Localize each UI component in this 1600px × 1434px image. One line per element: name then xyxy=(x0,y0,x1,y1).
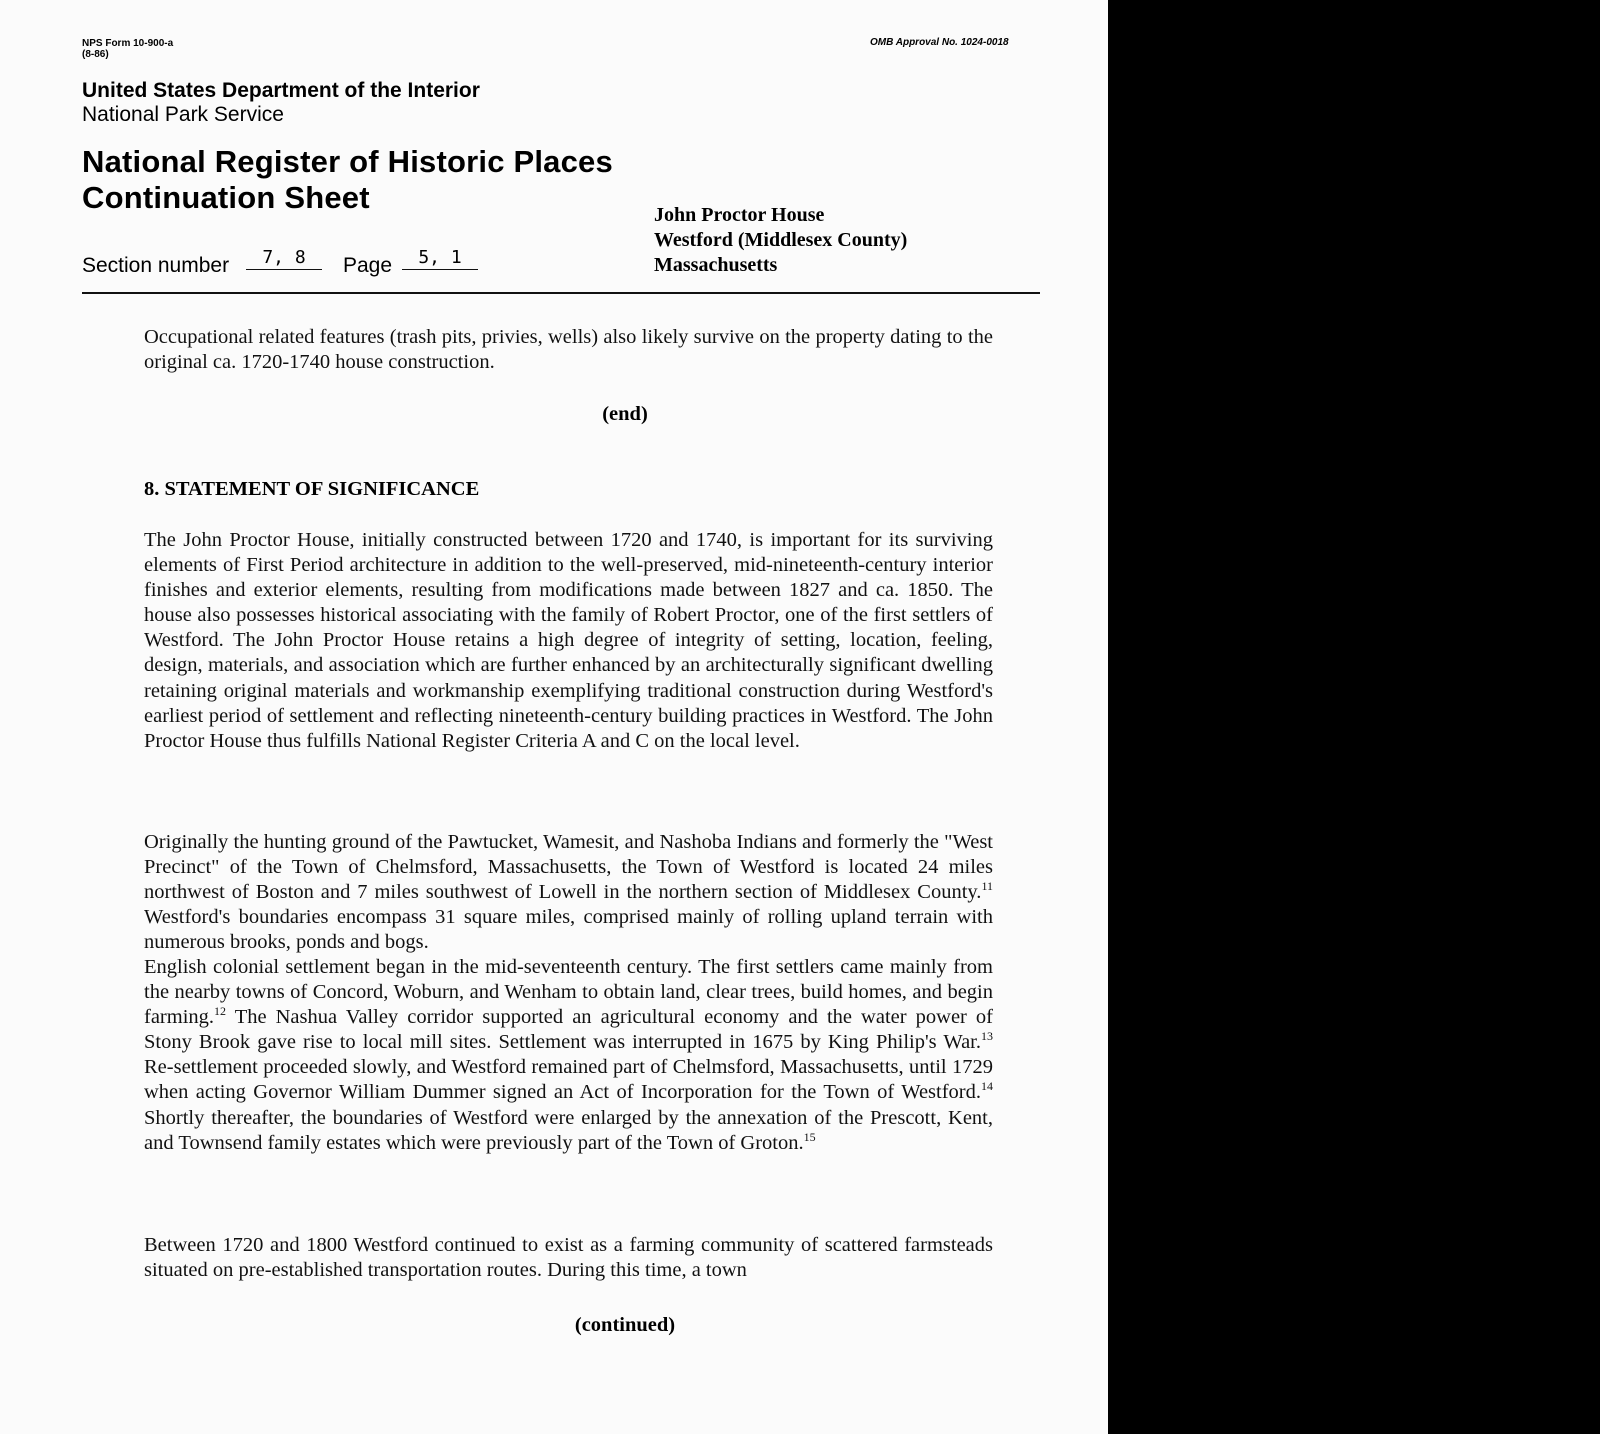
form-number: NPS Form 10-900-a (8-86) xyxy=(82,38,174,60)
page-label: Page xyxy=(343,254,393,277)
continued-marker: (continued) xyxy=(574,1314,676,1336)
form-subtitle: Continuation Sheet xyxy=(82,180,370,215)
omb-approval: OMB Approval No. 1024-0018 xyxy=(870,37,1009,48)
service-name: National Park Service xyxy=(82,103,284,126)
significance-paragraph-4: Between 1720 and 1800 Westford continued to exist as a farming community of scattered farmsteads situated on pre-established transportation routes. During this time, a town xyxy=(144,1234,993,1282)
form-title: National Register of Historic Places xyxy=(82,144,613,179)
footnote-ref: 15 xyxy=(803,1129,816,1144)
property-name: John Proctor House xyxy=(654,204,825,226)
page-value: 5, 1 xyxy=(402,247,478,270)
end-marker: (end) xyxy=(602,403,648,425)
occupational-paragraph: Occupational related features (trash pits, privies, wells) also likely survive on the property dating to the original ca. 1720-1740 house construction. xyxy=(144,326,993,374)
department-name: United States Department of the Interior xyxy=(82,79,480,102)
footnote-ref: 13 xyxy=(981,1029,993,1044)
footnote-ref: 14 xyxy=(981,1079,993,1094)
section-number-label: Section number xyxy=(82,254,230,277)
significance-paragraph-2: Originally the hunting ground of the Pawtucket, Wamesit, and Nashoba Indians and formerly the "West Precinct" of the Town of Chelmsford, Massachusetts, the Town of Westford is located 24 miles northwest of Boston and 7 miles southwest of Lowell in the northern section of Middlesex County.$^{11}$ Westford's boundaries encompass 31 square miles, comprised mainly of rolling upland terrain with numerous brooks, ponds and bogs. xyxy=(144,831,993,954)
footnote-ref: 11 xyxy=(981,879,993,894)
footnote-ref: 12 xyxy=(214,1004,227,1019)
significance-paragraph-3: English colonial settlement began in the mid-seventeenth century. The first settlers came mainly from the nearby towns of Concord, Woburn, and Wenham to obtain land, clear trees, build homes, and begin farming.$^{12}$ The Nashua Valley corridor supported an agricultural economy and the water power of Stony Brook gave rise to local mill sites. Settlement was interrupted in 1675 by King Philip's War.$^{13}$ Re-settlement proceeded slowly, and Westford remained part of Chelmsford, Massachusetts, until 1729 when acting Governor William Dummer signed an Act of Incorporation for the Town of Westford.$^{14}$ Shortly thereafter, the boundaries of Westford were enlarged by the annexation of the Prescott, Kent, and Townsend family estates which were previously part of the Town of Groton.$^{15}$ xyxy=(144,956,993,1154)
significance-paragraph-1: The John Proctor House, initially constructed between 1720 and 1740, is important for its surviving elements of First Period architecture in addition to the well-preserved, mid-nineteenth-century interior finishes and exterior elements, resulting from modifications made between 1827 and ca. 1850. The house also possesses historical associating with the family of Robert Proctor, one of the first settlers of Westford. The John Proctor House retains a high degree of integrity of setting, location, feeling, design, materials, and association which are further enhanced by an architecturally significant dwelling retaining original materials and workmanship exemplifying traditional construction during Westford's earliest period of settlement and reflecting nineteenth-century building practices in Westford. The John Proctor House thus fulfills National Register Criteria A and C on the local level. xyxy=(144,529,993,752)
section-heading: 8. STATEMENT OF SIGNIFICANCE xyxy=(144,478,480,500)
property-state: Massachusetts xyxy=(654,254,778,276)
property-location: Westford (Middlesex County) xyxy=(654,229,908,251)
header-divider xyxy=(82,292,1040,294)
section-number-value: 7, 8 xyxy=(246,247,322,270)
